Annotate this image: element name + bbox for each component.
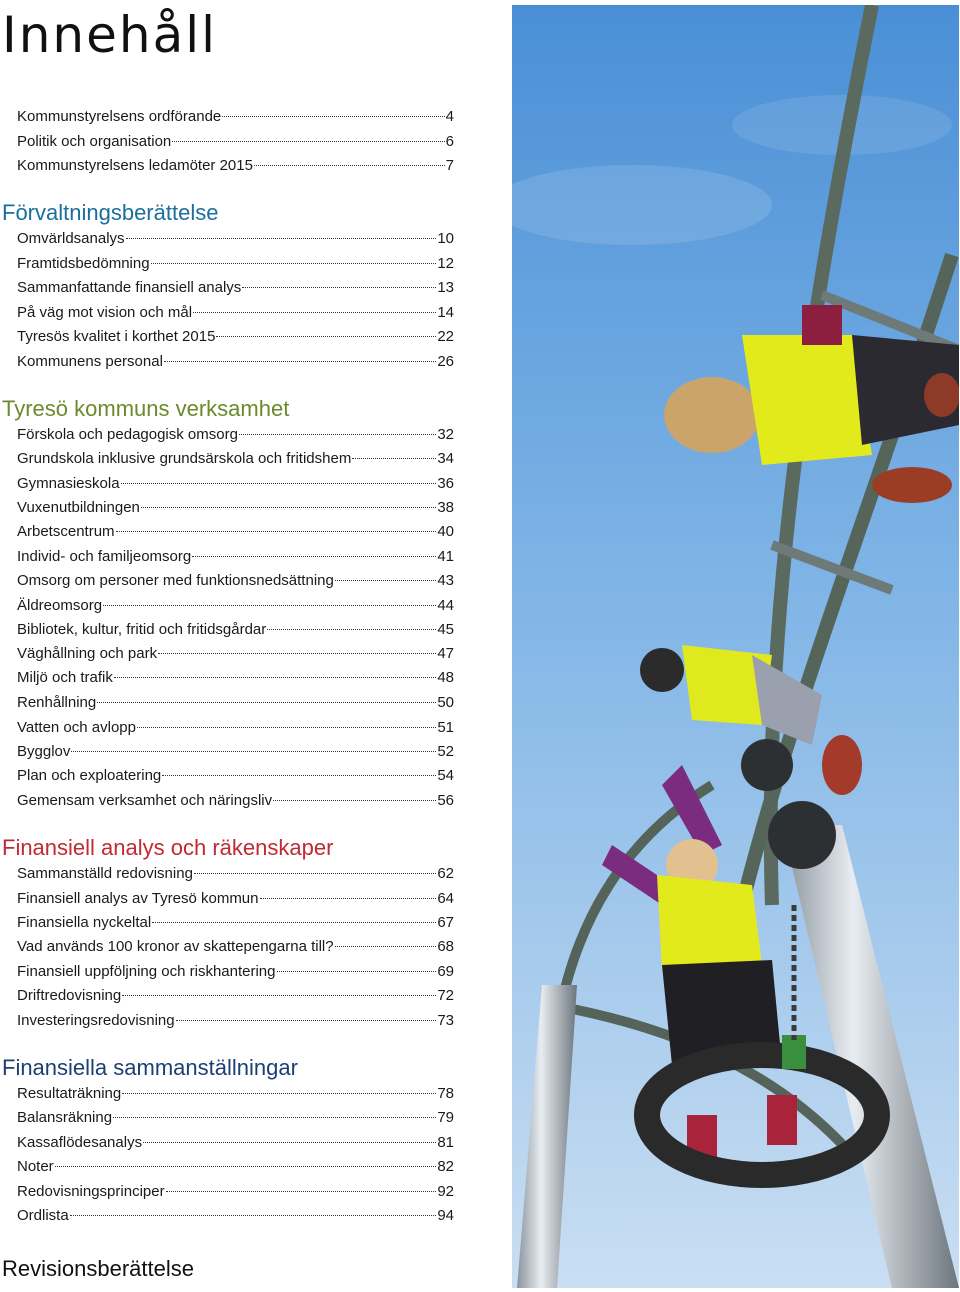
toc-entry[interactable] <box>17 1157 454 1177</box>
toc-entry-label: Ordlista <box>17 1207 69 1224</box>
toc-entry[interactable] <box>17 229 454 249</box>
toc-entry-label: Kommunens personal <box>17 353 163 370</box>
toc-entry[interactable] <box>17 278 454 298</box>
toc-entry-page: 64 <box>437 890 454 907</box>
toc-entry-page: 26 <box>437 353 454 370</box>
toc-entry[interactable] <box>17 571 454 591</box>
toc-entry-label: Grundskola inklusive grundsärskola och fritidshem <box>17 450 352 467</box>
toc-entry-page: 43 <box>437 572 454 589</box>
toc-entry[interactable] <box>17 986 454 1006</box>
toc-entry-label: Vatten och avlopp <box>17 719 136 736</box>
toc-entry-label: Omsorg om personer med funktionsnedsättning <box>17 572 334 589</box>
toc-leader-dots <box>55 1166 437 1167</box>
toc-entry[interactable] <box>17 327 454 347</box>
toc-entry-page: 44 <box>437 597 454 614</box>
toc-entry-label: På väg mot vision och mål <box>17 304 193 321</box>
toc-entry-page: 54 <box>437 767 454 784</box>
toc-leader-dots <box>152 922 436 923</box>
toc-leader-dots <box>114 677 436 678</box>
toc-entry-label: Omvärldsanalys <box>17 230 125 247</box>
toc-entry-page: 6 <box>445 133 454 150</box>
toc-entry-label: Väghållning och park <box>17 645 158 662</box>
playground-photo <box>512 5 959 1288</box>
toc-entry-label: Sammanställd redovisning <box>17 865 193 882</box>
toc-entry-page: 7 <box>445 157 454 174</box>
toc-entry-label: Gemensam verksamhet och näringsliv <box>17 792 273 809</box>
toc-entry-page: 72 <box>437 987 454 1004</box>
toc-entry[interactable] <box>17 254 454 274</box>
toc-entry[interactable] <box>17 766 454 786</box>
toc-entry-page: 34 <box>437 450 454 467</box>
toc-leader-dots <box>71 751 436 752</box>
toc-leader-dots <box>192 556 436 557</box>
toc-entry[interactable] <box>17 791 454 811</box>
toc-entry[interactable] <box>17 596 454 616</box>
toc-entry-page: 47 <box>437 645 454 662</box>
toc-entry-label: Plan och exploatering <box>17 767 162 784</box>
section-heading-revisionsberattelse[interactable]: Revisionsberättelse <box>2 1256 194 1281</box>
toc-leader-dots <box>143 1142 436 1143</box>
toc-leader-dots <box>335 946 437 947</box>
toc-entry[interactable] <box>17 962 454 982</box>
toc-leader-dots <box>277 971 437 972</box>
toc-leader-dots <box>166 1191 437 1192</box>
toc-entry-label: Bibliotek, kultur, fritid och fritidsgårdar <box>17 621 267 638</box>
toc-entry-page: 73 <box>437 1012 454 1029</box>
section-heading-forvaltningsberattelse[interactable]: Förvaltningsberättelse <box>2 200 219 225</box>
toc-entry[interactable] <box>17 1011 454 1031</box>
toc-entry-label: Politik och organisation <box>17 133 172 150</box>
toc-entry-label: Individ- och familjeomsorg <box>17 548 192 565</box>
toc-entry[interactable] <box>17 352 454 372</box>
toc-entry-page: 45 <box>437 621 454 638</box>
toc-entry[interactable] <box>17 132 454 152</box>
toc-entry-page: 22 <box>437 328 454 345</box>
toc-entry-label: Balansräkning <box>17 1109 113 1126</box>
toc-leader-dots <box>162 775 436 776</box>
toc-entry-label: Redovisningsprinciper <box>17 1183 165 1200</box>
toc-leader-dots <box>164 361 436 362</box>
toc-entry[interactable] <box>17 449 454 469</box>
toc-leader-dots <box>216 336 436 337</box>
toc-entry[interactable] <box>17 156 454 176</box>
toc-entry[interactable] <box>17 547 454 567</box>
toc-entry-page: 10 <box>437 230 454 247</box>
toc-entry[interactable] <box>17 425 454 445</box>
toc-entry-label: Resultaträkning <box>17 1085 122 1102</box>
toc-leader-dots <box>113 1117 436 1118</box>
toc-entry-page: 41 <box>437 548 454 565</box>
toc-entry-label: Driftredovisning <box>17 987 122 1004</box>
section-heading-finansiell-analys[interactable]: Finansiell analys och räkenskaper <box>2 835 334 860</box>
toc-leader-dots <box>352 458 436 459</box>
section-heading-verksamhet[interactable]: Tyresö kommuns verksamhet <box>2 396 290 421</box>
toc-entry-page: 79 <box>437 1109 454 1126</box>
toc-entry[interactable] <box>17 693 454 713</box>
toc-entry-page: 4 <box>445 108 454 125</box>
toc-entry-label: Kassaflödesanalys <box>17 1134 143 1151</box>
toc-leader-dots <box>70 1215 437 1216</box>
toc-entry[interactable] <box>17 1206 454 1226</box>
toc-leader-dots <box>172 141 444 142</box>
toc-entry-label: Förskola och pedagogisk omsorg <box>17 426 238 443</box>
toc-entry[interactable] <box>17 1084 454 1104</box>
toc-leader-dots <box>176 1020 437 1021</box>
toc-leader-dots <box>239 434 436 435</box>
toc-entry-label: Renhållning <box>17 694 97 711</box>
toc-leader-dots <box>273 800 436 801</box>
toc-leader-dots <box>260 898 437 899</box>
toc-leader-dots <box>137 727 436 728</box>
toc-leader-dots <box>193 312 436 313</box>
toc-leader-dots <box>122 1093 436 1094</box>
toc-leader-dots <box>97 702 436 703</box>
toc-entry-label: Finansiell analys av Tyresö kommun <box>17 890 259 907</box>
toc-entry-page: 94 <box>437 1207 454 1224</box>
toc-leader-dots <box>267 629 436 630</box>
toc-entry-page: 12 <box>437 255 454 272</box>
toc-leader-dots <box>222 116 444 117</box>
toc-leader-dots <box>116 531 437 532</box>
toc-leader-dots <box>122 995 436 996</box>
toc-entry-page: 52 <box>437 743 454 760</box>
toc-entry[interactable] <box>17 1182 454 1202</box>
toc-leader-dots <box>335 580 436 581</box>
toc-entry[interactable] <box>17 644 454 664</box>
toc-entry-label: Tyresös kvalitet i korthet 2015 <box>17 328 216 345</box>
toc-entry-label: Bygglov <box>17 743 71 760</box>
toc-entry[interactable] <box>17 864 454 884</box>
toc-entry[interactable] <box>17 913 454 933</box>
toc-entry-label: Vuxenutbildningen <box>17 499 140 516</box>
toc-entry-page: 78 <box>437 1085 454 1102</box>
toc-entry-page: 32 <box>437 426 454 443</box>
section-heading-sammanstallningar[interactable]: Finansiella sammanställningar <box>2 1055 298 1080</box>
toc-entry[interactable] <box>17 498 454 518</box>
toc-entry-page: 36 <box>437 475 454 492</box>
toc-entry-page: 38 <box>437 499 454 516</box>
toc-entry-label: Framtidsbedömning <box>17 255 150 272</box>
page-title: Innehåll <box>2 6 217 64</box>
toc-entry[interactable] <box>17 620 454 640</box>
toc-entry[interactable] <box>17 303 454 323</box>
toc-entry[interactable] <box>17 937 454 957</box>
toc-leader-dots <box>158 653 436 654</box>
toc-entry-page: 62 <box>437 865 454 882</box>
toc-leader-dots <box>151 263 437 264</box>
toc-entry-label: Vad används 100 kronor av skattepengarna till? <box>17 938 334 955</box>
toc-entry[interactable] <box>17 1133 454 1153</box>
toc-entry-label: Kommunstyrelsens ordförande <box>17 108 222 125</box>
toc-entry-label: Arbetscentrum <box>17 523 115 540</box>
toc-entry[interactable] <box>17 107 454 127</box>
toc-entry-page: 82 <box>437 1158 454 1175</box>
toc-entry-label: Gymnasieskola <box>17 475 120 492</box>
toc-entry[interactable] <box>17 668 454 688</box>
toc-entry-page: 69 <box>437 963 454 980</box>
toc-entry-page: 56 <box>437 792 454 809</box>
toc-entry[interactable] <box>17 718 454 738</box>
toc-entry-label: Sammanfattande finansiell analys <box>17 279 242 296</box>
toc-entry-label: Finansiella nyckeltal <box>17 914 152 931</box>
toc-entry-label: Investeringsredovisning <box>17 1012 175 1029</box>
toc-entry-label: Äldreomsorg <box>17 597 103 614</box>
toc-leader-dots <box>242 287 436 288</box>
toc-leader-dots <box>126 238 437 239</box>
toc-entry-page: 48 <box>437 669 454 686</box>
toc-entry[interactable] <box>17 1108 454 1128</box>
toc-leader-dots <box>103 605 436 606</box>
toc-entry-page: 67 <box>437 914 454 931</box>
toc-entry[interactable] <box>17 522 454 542</box>
toc-entry-label: Miljö och trafik <box>17 669 113 686</box>
toc-entry-page: 50 <box>437 694 454 711</box>
toc-entry[interactable] <box>17 889 454 909</box>
toc-entry-page: 92 <box>437 1183 454 1200</box>
toc-entry-page: 40 <box>437 523 454 540</box>
toc-entry-label: Kommunstyrelsens ledamöter 2015 <box>17 157 253 174</box>
toc-entry[interactable] <box>17 742 454 762</box>
toc-entry-page: 13 <box>437 279 454 296</box>
toc-leader-dots <box>254 165 445 166</box>
toc-entry-label: Noter <box>17 1158 54 1175</box>
toc-entry-page: 81 <box>437 1134 454 1151</box>
toc-entry[interactable] <box>17 474 454 494</box>
toc-leader-dots <box>141 507 436 508</box>
toc-entry-page: 14 <box>437 304 454 321</box>
toc-entry-page: 68 <box>437 938 454 955</box>
playground-photo-icon <box>512 5 959 1288</box>
toc-entry-page: 51 <box>437 719 454 736</box>
toc-entry-label: Finansiell uppföljning och riskhantering <box>17 963 276 980</box>
toc-leader-dots <box>194 873 436 874</box>
toc-leader-dots <box>121 483 437 484</box>
